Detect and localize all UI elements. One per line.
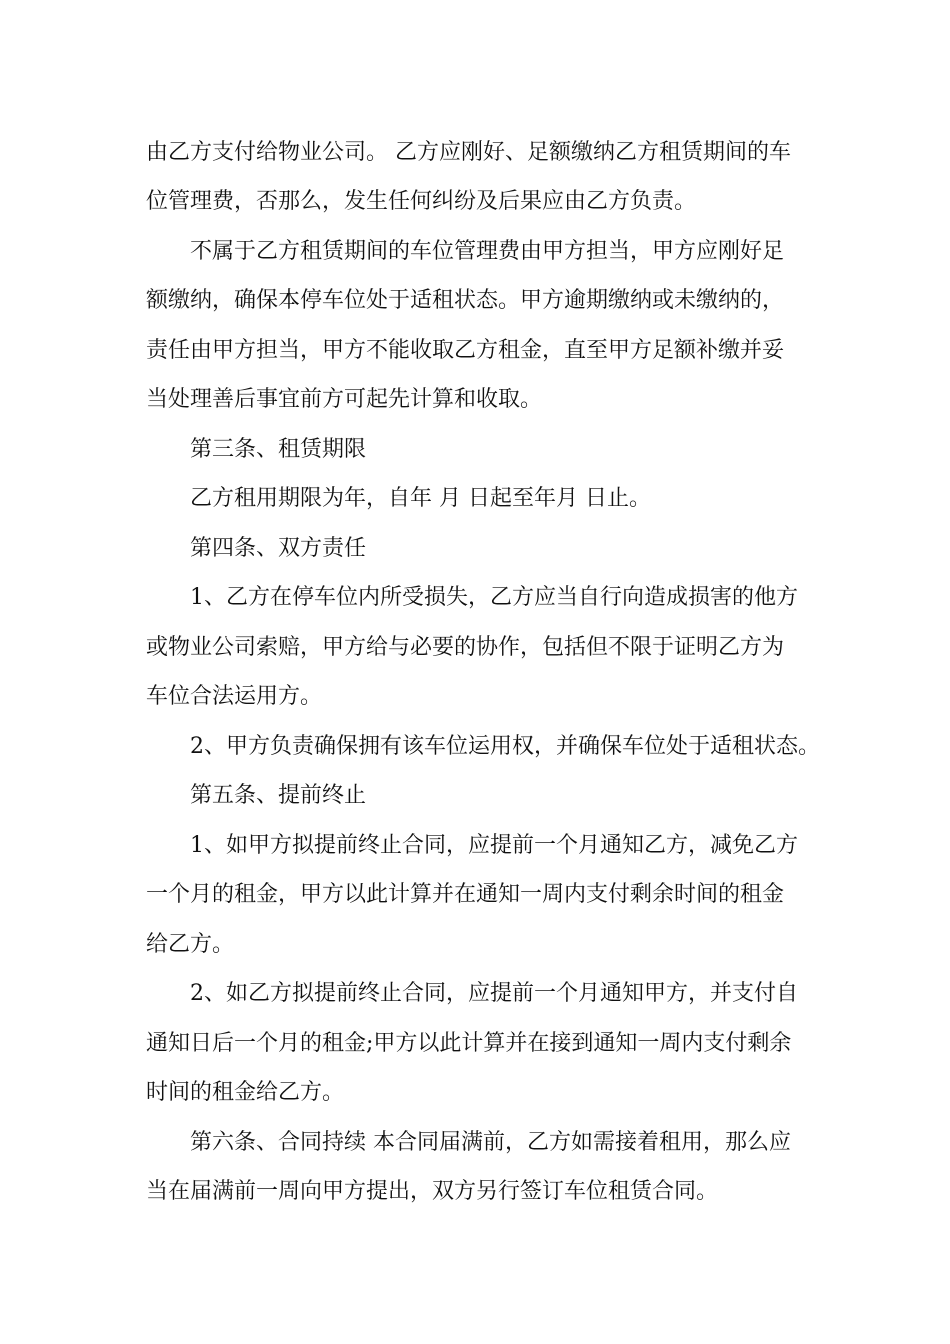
paragraph-line: 给乙方。	[146, 932, 235, 957]
paragraph-line: 由乙方支付给物业公司。 乙方应刚好、足额缴纳乙方租赁期间的车	[146, 140, 791, 165]
paragraph-line: 位管理费，否那么，发生任何纠纷及后果应由乙方负责。	[146, 189, 697, 214]
paragraph-line: 时间的租金给乙方。	[146, 1080, 345, 1105]
paragraph-line: 责任由甲方担当，甲方不能收取乙方租金，直至甲方足额补缴并妥	[146, 338, 785, 363]
paragraph-line: 第六条、合同持续 本合同届满前，乙方如需接着租用，那么应	[190, 1130, 791, 1155]
section-heading: 第三条、租赁期限	[190, 437, 367, 462]
section-heading: 第五条、提前终止	[190, 783, 367, 808]
paragraph-line: 2、如乙方拟提前终止合同，应提前一个月通知甲方，并支付自	[190, 981, 798, 1006]
paragraph-line: 1、如甲方拟提前终止合同，应提前一个月通知乙方，减免乙方	[190, 833, 798, 858]
paragraph-line: 通知日后一个月的租金;甲方以此计算并在接到通知一周内支付剩余	[146, 1031, 792, 1056]
paragraph-line: 乙方租用期限为年，自年 月 日起至年月 日止。	[190, 486, 651, 511]
paragraph-line: 1、乙方在停车位内所受损失，乙方应当自行向造成损害的他方	[190, 585, 798, 610]
paragraph-line: 额缴纳，确保本停车位处于适租状态。甲方逾期缴纳或未缴纳的，	[146, 288, 785, 313]
paragraph-line: 车位合法运用方。	[146, 684, 323, 709]
paragraph-line: 当处理善后事宜前方可起先计算和收取。	[146, 387, 543, 412]
section-heading: 第四条、双方责任	[190, 536, 367, 561]
paragraph-line: 一个月的租金，甲方以此计算并在通知一周内支付剩余时间的租金	[146, 882, 785, 907]
paragraph-line: 2、甲方负责确保拥有该车位运用权，并确保车位处于适租状态。	[190, 734, 820, 759]
paragraph-line: 当在届满前一周向甲方提出，双方另行签订车位租赁合同。	[146, 1179, 719, 1204]
paragraph-line: 不属于乙方租赁期间的车位管理费由甲方担当，甲方应刚好足	[190, 239, 785, 264]
paragraph-line: 或物业公司索赔，甲方给与必要的协作，包括但不限于证明乙方为	[146, 635, 785, 660]
